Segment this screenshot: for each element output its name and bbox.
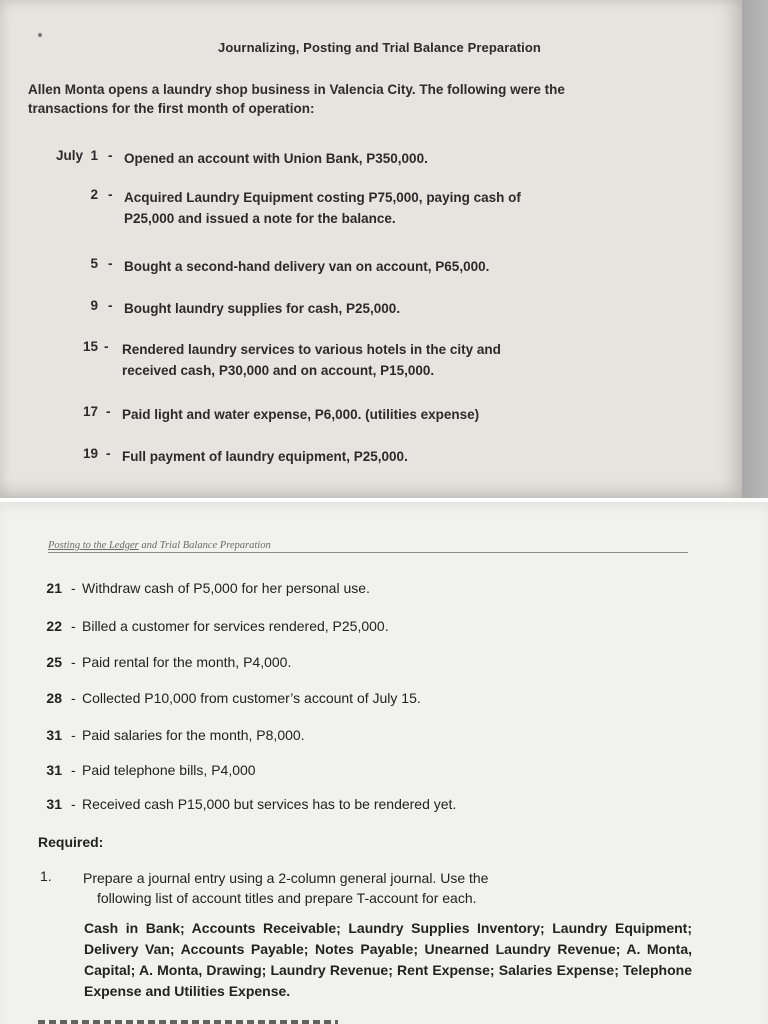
transaction-day: 25: [46, 654, 62, 670]
transaction-description-cont: P25,000 and issued a note for the balance.: [124, 211, 396, 226]
transaction-description: Paid telephone bills, P4,000: [82, 762, 256, 778]
transaction-description: Acquired Laundry Equipment costing P75,000, paying cash of: [124, 190, 521, 205]
transaction-day: 19: [82, 446, 98, 461]
transaction-day: 31: [46, 727, 62, 743]
dash-separator: -: [71, 580, 76, 596]
transaction-description: Paid rental for the month, P4,000.: [82, 654, 292, 670]
transaction-day: 21: [46, 580, 62, 596]
running-header: [48, 540, 271, 551]
transaction-description-cont: received cash, P30,000 and on account, P15,000.: [122, 363, 435, 378]
transaction-day: 2: [90, 187, 98, 202]
intro-paragraph: [28, 80, 738, 118]
transaction-description: Bought a second-hand delivery van on account, P65,000.: [124, 259, 490, 274]
transaction-day: 17: [82, 404, 98, 419]
requirement-text: [83, 868, 683, 908]
transaction-description: Paid salaries for the month, P8,000.: [82, 727, 305, 743]
worksheet-page-2: [0, 502, 768, 1024]
requirement-number: 1.: [40, 868, 52, 884]
transaction-description: Billed a customer for services rendered, P25,000.: [82, 618, 389, 634]
intro-line-2: transactions for the first month of operation:: [28, 101, 315, 116]
transaction-day: 31: [46, 796, 62, 812]
transaction-month: July: [55, 148, 83, 163]
transaction-description: Collected P10,000 from customer’s account of July 15.: [82, 690, 421, 706]
dash-separator: -: [104, 339, 109, 354]
dash-separator: -: [108, 148, 113, 163]
dash-separator: -: [108, 256, 113, 271]
transaction-description: Rendered laundry services to various hotels in the city and: [122, 342, 501, 357]
transaction-date: [38, 148, 98, 163]
transaction-day: 9: [90, 298, 98, 313]
dash-separator: -: [71, 690, 76, 706]
dash-separator: -: [71, 727, 76, 743]
page-edge-shadow: [742, 0, 768, 498]
dash-separator: -: [71, 654, 76, 670]
transaction-day: 22: [46, 618, 62, 634]
transaction-day: 31: [46, 762, 62, 778]
page-title: Journalizing, Posting and Trial Balance Preparation: [218, 40, 541, 55]
transaction-description: Paid light and water expense, P6,000. (utilities expense): [122, 407, 480, 422]
transaction-day: 15: [82, 339, 98, 354]
worksheet-page-1: [0, 0, 742, 498]
dash-separator: -: [71, 796, 76, 812]
dash-separator: -: [106, 446, 111, 461]
requirement-line-2: following list of account titles and prepare T-account for each.: [97, 890, 477, 906]
speck-mark: [38, 33, 42, 37]
transaction-description: Opened an account with Union Bank, P350,000.: [124, 151, 428, 166]
transaction-day: 5: [90, 256, 98, 271]
dash-separator: -: [106, 404, 111, 419]
transaction-description: Bought laundry supplies for cash, P25,000.: [124, 301, 401, 316]
transaction-day: 28: [46, 690, 62, 706]
intro-line-1: Allen Monta opens a laundry shop business in Valencia City. The following were the: [28, 82, 565, 97]
dash-separator: -: [71, 618, 76, 634]
dash-separator: -: [71, 762, 76, 778]
transaction-description: Full payment of laundry equipment, P25,000.: [122, 449, 408, 464]
dash-separator: -: [108, 298, 113, 313]
required-heading: Required:: [38, 834, 104, 850]
transaction-description: Withdraw cash of P5,000 for her personal use.: [82, 580, 370, 596]
dash-separator: -: [108, 187, 113, 202]
transaction-description: Received cash P15,000 but services has to be rendered yet.: [82, 796, 457, 812]
running-header-part-2: and Trial Balance Preparation: [138, 540, 271, 551]
requirement-line-1: Prepare a journal entry using a 2-column general journal. Use the: [83, 870, 489, 886]
running-header-part-1: Posting to the Ledger: [48, 540, 139, 551]
cut-off-text-line: [38, 1020, 338, 1024]
transaction-day: 1: [90, 148, 98, 163]
account-titles-list: Cash in Bank; Accounts Receivable; Laundry Supplies Inventory; Laundry Equipment; Delivery Van; Accounts Payable; Notes Payable; Unearned Laundry Revenue; A. Monta, Capital; A. Monta, Drawing; Laundry Revenue; Rent Expense; Salaries Expense; Telephone Expense and Utilities Expense.: [84, 920, 692, 999]
header-rule: [48, 552, 688, 553]
